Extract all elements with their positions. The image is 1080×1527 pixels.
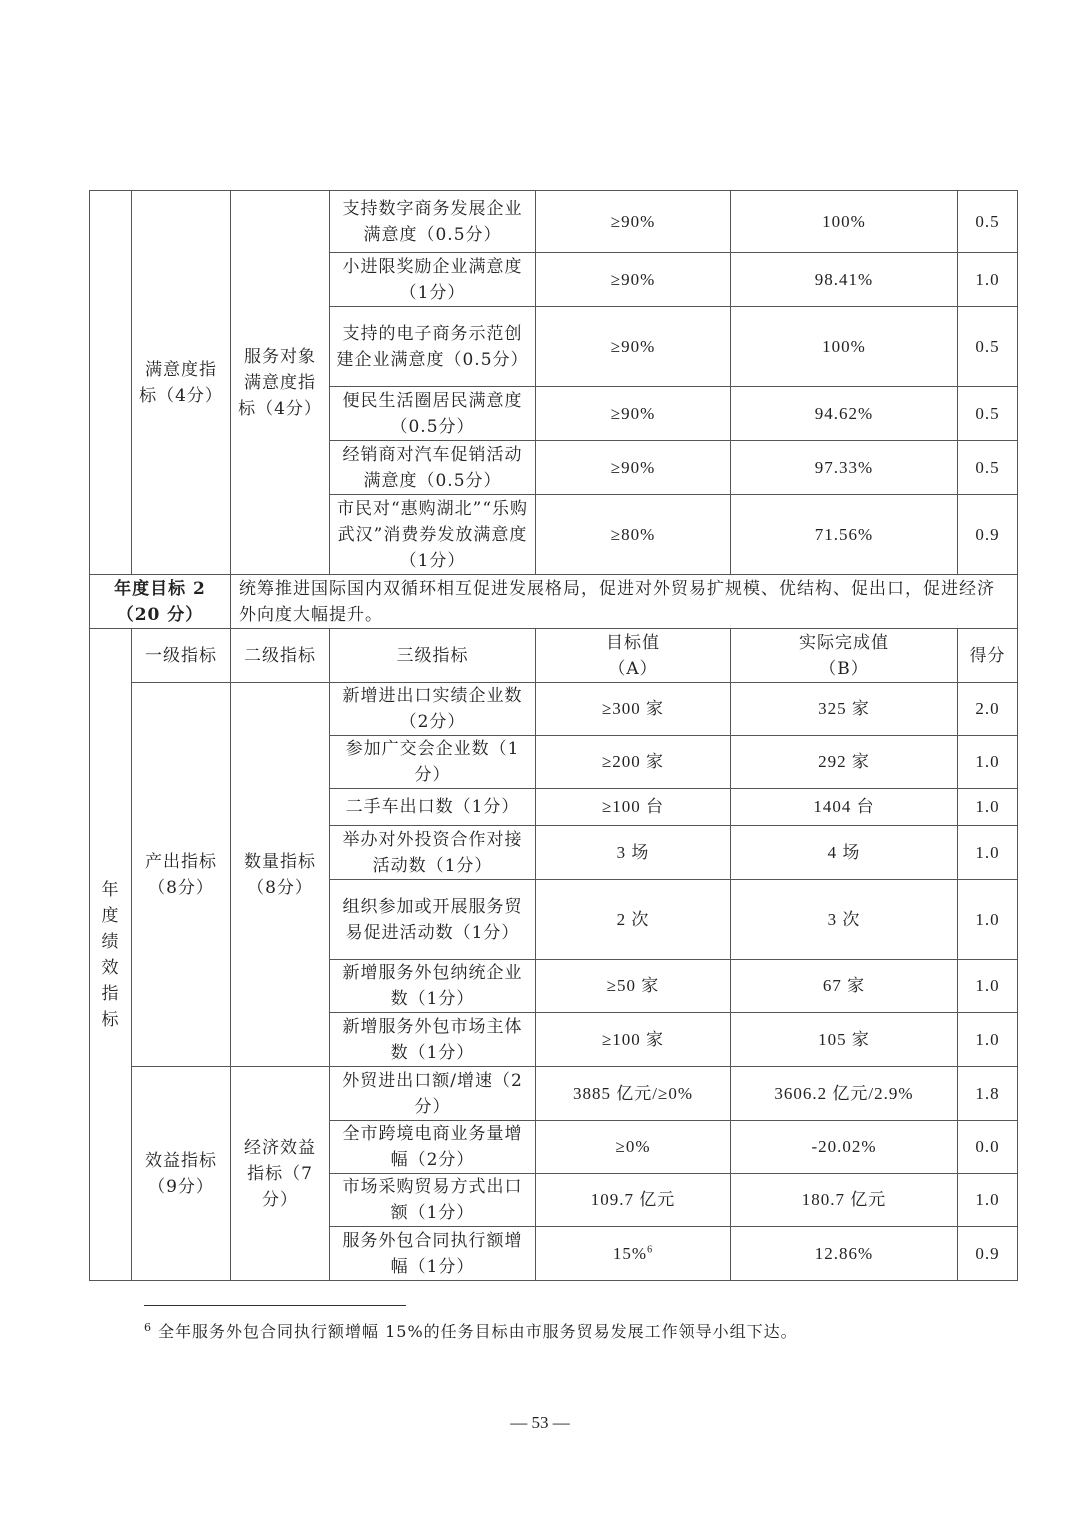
target-value: ≥100 台 — [536, 789, 731, 826]
score: 0.5 — [958, 191, 1018, 253]
header-level1: 一级指标 — [132, 629, 231, 683]
side-label — [90, 629, 132, 1281]
target-value: ≥90% — [536, 253, 731, 307]
actual-value: 3606.2 亿元/2.9% — [731, 1067, 958, 1121]
target-value: ≥90% — [536, 191, 731, 253]
target-value: ≥90% — [536, 387, 731, 441]
performance-table — [89, 190, 1018, 1281]
actual-value: 4 场 — [731, 826, 958, 880]
goal-label-line2: （20 分） — [116, 604, 204, 625]
score: 1.0 — [958, 880, 1018, 960]
score: 1.0 — [958, 1013, 1018, 1067]
footnote — [144, 1321, 1024, 1343]
target-value: ≥90% — [536, 307, 731, 387]
level2-economic: 经济效益指标（7分） — [231, 1067, 330, 1281]
target-value: ≥50 家 — [536, 960, 731, 1013]
score: 0.9 — [958, 1227, 1018, 1281]
score: 2.0 — [958, 683, 1018, 736]
indicator: 便民生活圈居民满意度（0.5分） — [330, 387, 536, 441]
target-value: ≥80% — [536, 495, 731, 575]
level1-output: 产出指标（8分） — [132, 683, 231, 1067]
indicator: 市民对“惠购湖北”“乐购武汉”消费券发放满意度（1分） — [330, 495, 536, 575]
header-actual — [731, 629, 958, 683]
side-label-char: 度 — [101, 905, 120, 926]
header-row — [90, 629, 1018, 683]
actual-value: 1404 台 — [731, 789, 958, 826]
indicator: 服务外包合同执行额增幅（1分） — [330, 1227, 536, 1281]
indicator: 经销商对汽车促销活动满意度（0.5分） — [330, 441, 536, 495]
target-value: ≥90% — [536, 441, 731, 495]
score: 0.0 — [958, 1121, 1018, 1174]
score: 1.0 — [958, 253, 1018, 307]
target-value: 3885 亿元/≥0% — [536, 1067, 731, 1121]
header-score: 得分 — [958, 629, 1018, 683]
goal-description: 统筹推进国际国内双循环相互促进发展格局，促进对外贸易扩规模、优结构、促出口，促进经济外向度大幅提升。 — [231, 575, 1018, 629]
header-level2: 二级指标 — [231, 629, 330, 683]
actual-value: 71.56% — [731, 495, 958, 575]
header-actual-line2: （B） — [819, 658, 869, 679]
side-label-char: 效 — [101, 957, 120, 978]
target-value: ≥0% — [536, 1121, 731, 1174]
actual-value: -20.02% — [731, 1121, 958, 1174]
indicator: 举办对外投资合作对接活动数（1分） — [330, 826, 536, 880]
actual-value: 325 家 — [731, 683, 958, 736]
actual-value: 180.7 亿元 — [731, 1174, 958, 1227]
footnote-divider — [144, 1305, 406, 1306]
indicator: 组织参加或开展服务贸易促进活动数（1分） — [330, 880, 536, 960]
side-label-char: 指 — [101, 983, 120, 1004]
target-value: 109.7 亿元 — [536, 1174, 731, 1227]
level1-satisfaction: 满意度指标（4分） — [132, 191, 231, 575]
header-actual-line1: 实际完成值 — [799, 632, 889, 653]
target-value: 3 场 — [536, 826, 731, 880]
indicator: 新增进出口实绩企业数（2分） — [330, 683, 536, 736]
footnote-ref[interactable]: 6 — [647, 1243, 654, 1255]
actual-value: 105 家 — [731, 1013, 958, 1067]
score: 1.0 — [958, 826, 1018, 880]
indicator: 支持数字商务发展企业满意度（0.5分） — [330, 191, 536, 253]
actual-value: 98.41% — [731, 253, 958, 307]
target-value: ≥100 家 — [536, 1013, 731, 1067]
score: 1.8 — [958, 1067, 1018, 1121]
score: 0.5 — [958, 441, 1018, 495]
level1-benefit: 效益指标（9分） — [132, 1067, 231, 1281]
side-label-char: 绩 — [101, 931, 120, 952]
footnote-marker: 6 — [144, 1320, 152, 1334]
target-value — [536, 1227, 731, 1281]
actual-value: 100% — [731, 307, 958, 387]
actual-value: 12.86% — [731, 1227, 958, 1281]
score: 0.9 — [958, 495, 1018, 575]
target-value-text: 15% — [612, 1243, 648, 1263]
indicator: 全市跨境电商业务量增幅（2分） — [330, 1121, 536, 1174]
indicator: 新增服务外包市场主体数（1分） — [330, 1013, 536, 1067]
indicator: 新增服务外包纳统企业数（1分） — [330, 960, 536, 1013]
target-value: 2 次 — [536, 880, 731, 960]
header-target — [536, 629, 731, 683]
indicator: 支持的电子商务示范创建企业满意度（0.5分） — [330, 307, 536, 387]
header-level3: 三级指标 — [330, 629, 536, 683]
goal-row — [90, 575, 1018, 629]
score: 1.0 — [958, 736, 1018, 789]
actual-value: 67 家 — [731, 960, 958, 1013]
actual-value: 100% — [731, 191, 958, 253]
table-row — [90, 1067, 1018, 1121]
indicator: 市场采购贸易方式出口额（1分） — [330, 1174, 536, 1227]
side-label-char: 年 — [101, 879, 120, 900]
score: 1.0 — [958, 789, 1018, 826]
header-target-line2: （A） — [608, 658, 658, 679]
indicator: 二手车出口数（1分） — [330, 789, 536, 826]
score: 1.0 — [958, 1174, 1018, 1227]
side-label-char: 标 — [101, 1009, 120, 1030]
actual-value: 292 家 — [731, 736, 958, 789]
footnote-text: 全年服务外包合同执行额增幅 15%的任务目标由市服务贸易发展工作领导小组下达。 — [158, 1322, 798, 1341]
target-value: ≥300 家 — [536, 683, 731, 736]
score: 1.0 — [958, 960, 1018, 1013]
table-row — [90, 683, 1018, 736]
indicator: 外贸进出口额/增速（2分） — [330, 1067, 536, 1121]
level2-service-satisfaction: 服务对象满意度指标（4分） — [231, 191, 330, 575]
header-target-line1: 目标值 — [606, 632, 660, 653]
actual-value: 3 次 — [731, 880, 958, 960]
level2-quantity: 数量指标（8分） — [231, 683, 330, 1067]
table-row — [90, 191, 1018, 253]
target-value: ≥200 家 — [536, 736, 731, 789]
page-number: — 53 — — [510, 1413, 570, 1432]
blank-cell — [90, 191, 132, 575]
indicator: 参加广交会企业数（1分） — [330, 736, 536, 789]
score: 0.5 — [958, 387, 1018, 441]
actual-value: 94.62% — [731, 387, 958, 441]
actual-value: 97.33% — [731, 441, 958, 495]
goal-label — [90, 575, 231, 629]
goal-label-line1: 年度目标 2 — [114, 578, 206, 599]
indicator: 小进限奖励企业满意度（1分） — [330, 253, 536, 307]
score: 0.5 — [958, 307, 1018, 387]
